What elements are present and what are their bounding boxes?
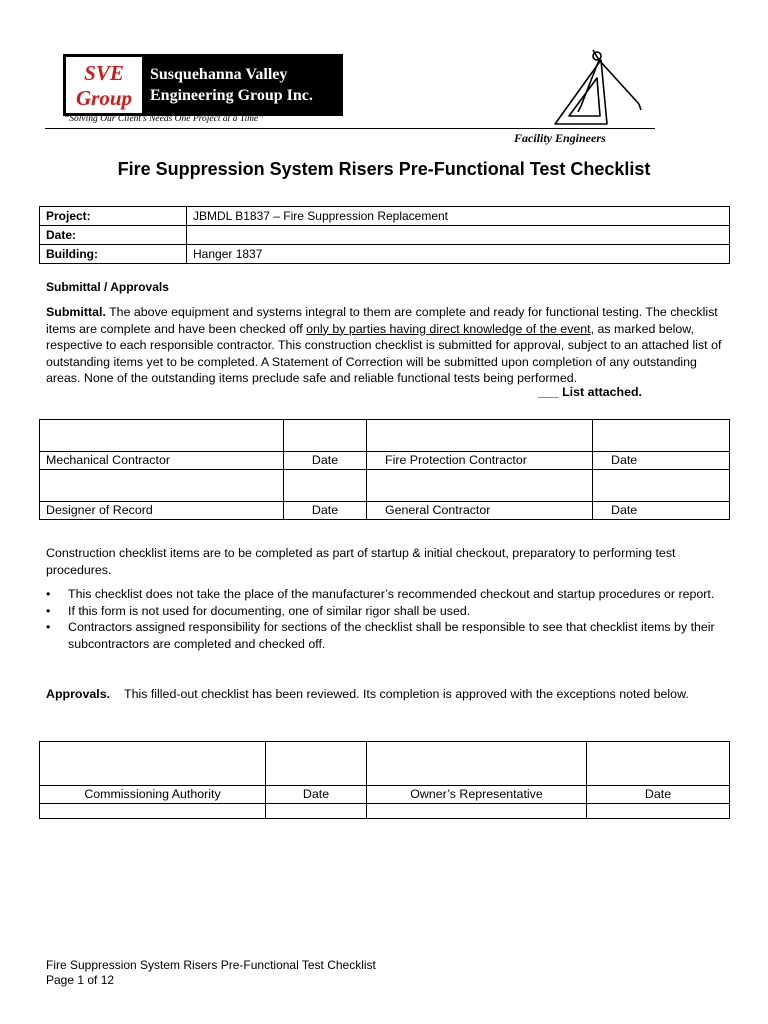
date-field[interactable] — [587, 742, 730, 786]
approvals-text: This filled-out checklist has been reviewed. Its completion is approved with the exceptions noted below. — [124, 687, 689, 701]
date-caption: Date — [284, 502, 367, 520]
list-item — [46, 603, 726, 620]
signature-field[interactable] — [367, 742, 587, 786]
contractor-signature-table — [39, 419, 730, 520]
project-value: JBMDL B1837 – Fire Suppression Replacement — [187, 207, 730, 226]
submittal-underlined: only by parties having direct knowledge of the event — [306, 321, 591, 336]
table-row — [40, 226, 730, 245]
table-row — [40, 742, 730, 786]
table-row — [40, 804, 730, 819]
signature-field[interactable] — [40, 420, 284, 452]
table-row — [40, 207, 730, 226]
company-name-line1: Susquehanna Valley — [150, 66, 288, 83]
list-item — [46, 619, 726, 652]
table-row — [40, 470, 730, 502]
table-cell — [40, 804, 266, 819]
date-field[interactable] — [284, 420, 367, 452]
date-caption: Date — [593, 452, 730, 470]
general-contractor-caption: General Contractor — [367, 502, 593, 520]
list-item — [46, 586, 726, 603]
company-name-line2: Engineering Group Inc. — [150, 87, 313, 104]
table-row — [40, 502, 730, 520]
building-label: Building: — [40, 245, 187, 264]
list-attached-label: ___ List attached. — [538, 385, 642, 399]
date-caption: Date — [593, 502, 730, 520]
logo-abbr-panel — [66, 57, 142, 113]
bullet-icon: • — [46, 603, 51, 618]
owners-representative-caption: Owner’s Representative — [367, 786, 587, 804]
designer-of-record-caption: Designer of Record — [40, 502, 284, 520]
logo-abbr-line2: Group — [75, 86, 133, 110]
table-cell — [266, 804, 367, 819]
commissioning-authority-caption: Commissioning Authority — [40, 786, 266, 804]
submittal-lead: Submittal. — [46, 305, 106, 319]
page-title: Fire Suppression System Risers Pre-Functional Test Checklist — [117, 159, 651, 179]
date-field[interactable] — [593, 420, 730, 452]
footer-title: Fire Suppression System Risers Pre-Functional Test Checklist — [46, 958, 376, 972]
submittal-approvals-heading: Submittal / Approvals — [46, 280, 169, 294]
signature-field[interactable] — [367, 470, 593, 502]
building-value: Hanger 1837 — [187, 245, 730, 264]
submittal-text-b: , as marked below, respective to each responsible contractor. This construction checklist is submitted for approval, subject to an attached list of outstanding items yet to be completed. A Statement of Correction will be submitted upon completion of any outstanding areas. None of the outstanding items preclude safe and reliable functional tests being performed. — [46, 321, 722, 385]
construction-intro: Construction checklist items are to be completed as part of startup & initial checkout, preparatory to performing test procedures. — [46, 546, 676, 577]
table-cell — [587, 804, 730, 819]
date-caption: Date — [587, 786, 730, 804]
signature-field[interactable] — [40, 470, 284, 502]
project-label: Project: — [40, 207, 187, 226]
table-row — [40, 245, 730, 264]
table-row — [40, 786, 730, 804]
footer-page-number: Page 1 of 12 — [46, 973, 115, 987]
approvals-lead: Approvals. — [46, 687, 111, 701]
project-info-table — [39, 206, 730, 264]
logo-abbr-line1: SVE — [84, 61, 124, 85]
table-cell — [367, 804, 587, 819]
date-label: Date: — [40, 226, 187, 245]
facility-engineers-label: Facility Engineers — [514, 131, 606, 145]
bullet-icon: • — [46, 620, 51, 634]
bullet-text: If this form is not used for documenting, one of similar rigor shall be used. — [68, 603, 471, 618]
date-caption: Date — [266, 786, 367, 804]
checklist-notes-list — [46, 586, 726, 652]
approval-signature-table — [39, 741, 730, 819]
date-field[interactable] — [266, 742, 367, 786]
bullet-icon: • — [46, 587, 51, 601]
bullet-text: Contractors assigned responsibility for sections of the checklist shall be responsible to see that checklist items by their subcontractors are completed and checked off. — [68, 620, 715, 651]
submittal-text-a: The above equipment and systems integral to them are complete and ready for functional testing. The checklist items are complete and have been checked off — [46, 305, 718, 336]
fire-protection-contractor-caption: Fire Protection Contractor — [367, 452, 593, 470]
company-tagline: “Solving Our Client’s Needs One Project at a Time” — [64, 114, 264, 124]
table-row — [40, 420, 730, 452]
table-row — [40, 452, 730, 470]
submittal-paragraph — [46, 304, 726, 387]
date-field[interactable] — [593, 470, 730, 502]
signature-field[interactable] — [367, 420, 593, 452]
date-value — [187, 226, 730, 245]
approvals-paragraph — [46, 686, 726, 703]
drafting-tools-icon — [545, 46, 645, 132]
signature-field[interactable] — [40, 742, 266, 786]
company-logo — [63, 54, 343, 116]
mechanical-contractor-caption: Mechanical Contractor — [40, 452, 284, 470]
date-caption: Date — [284, 452, 367, 470]
date-field[interactable] — [284, 470, 367, 502]
bullet-text: This checklist does not take the place of the manufacturer’s recommended checkout and startup procedures or report. — [68, 587, 715, 601]
